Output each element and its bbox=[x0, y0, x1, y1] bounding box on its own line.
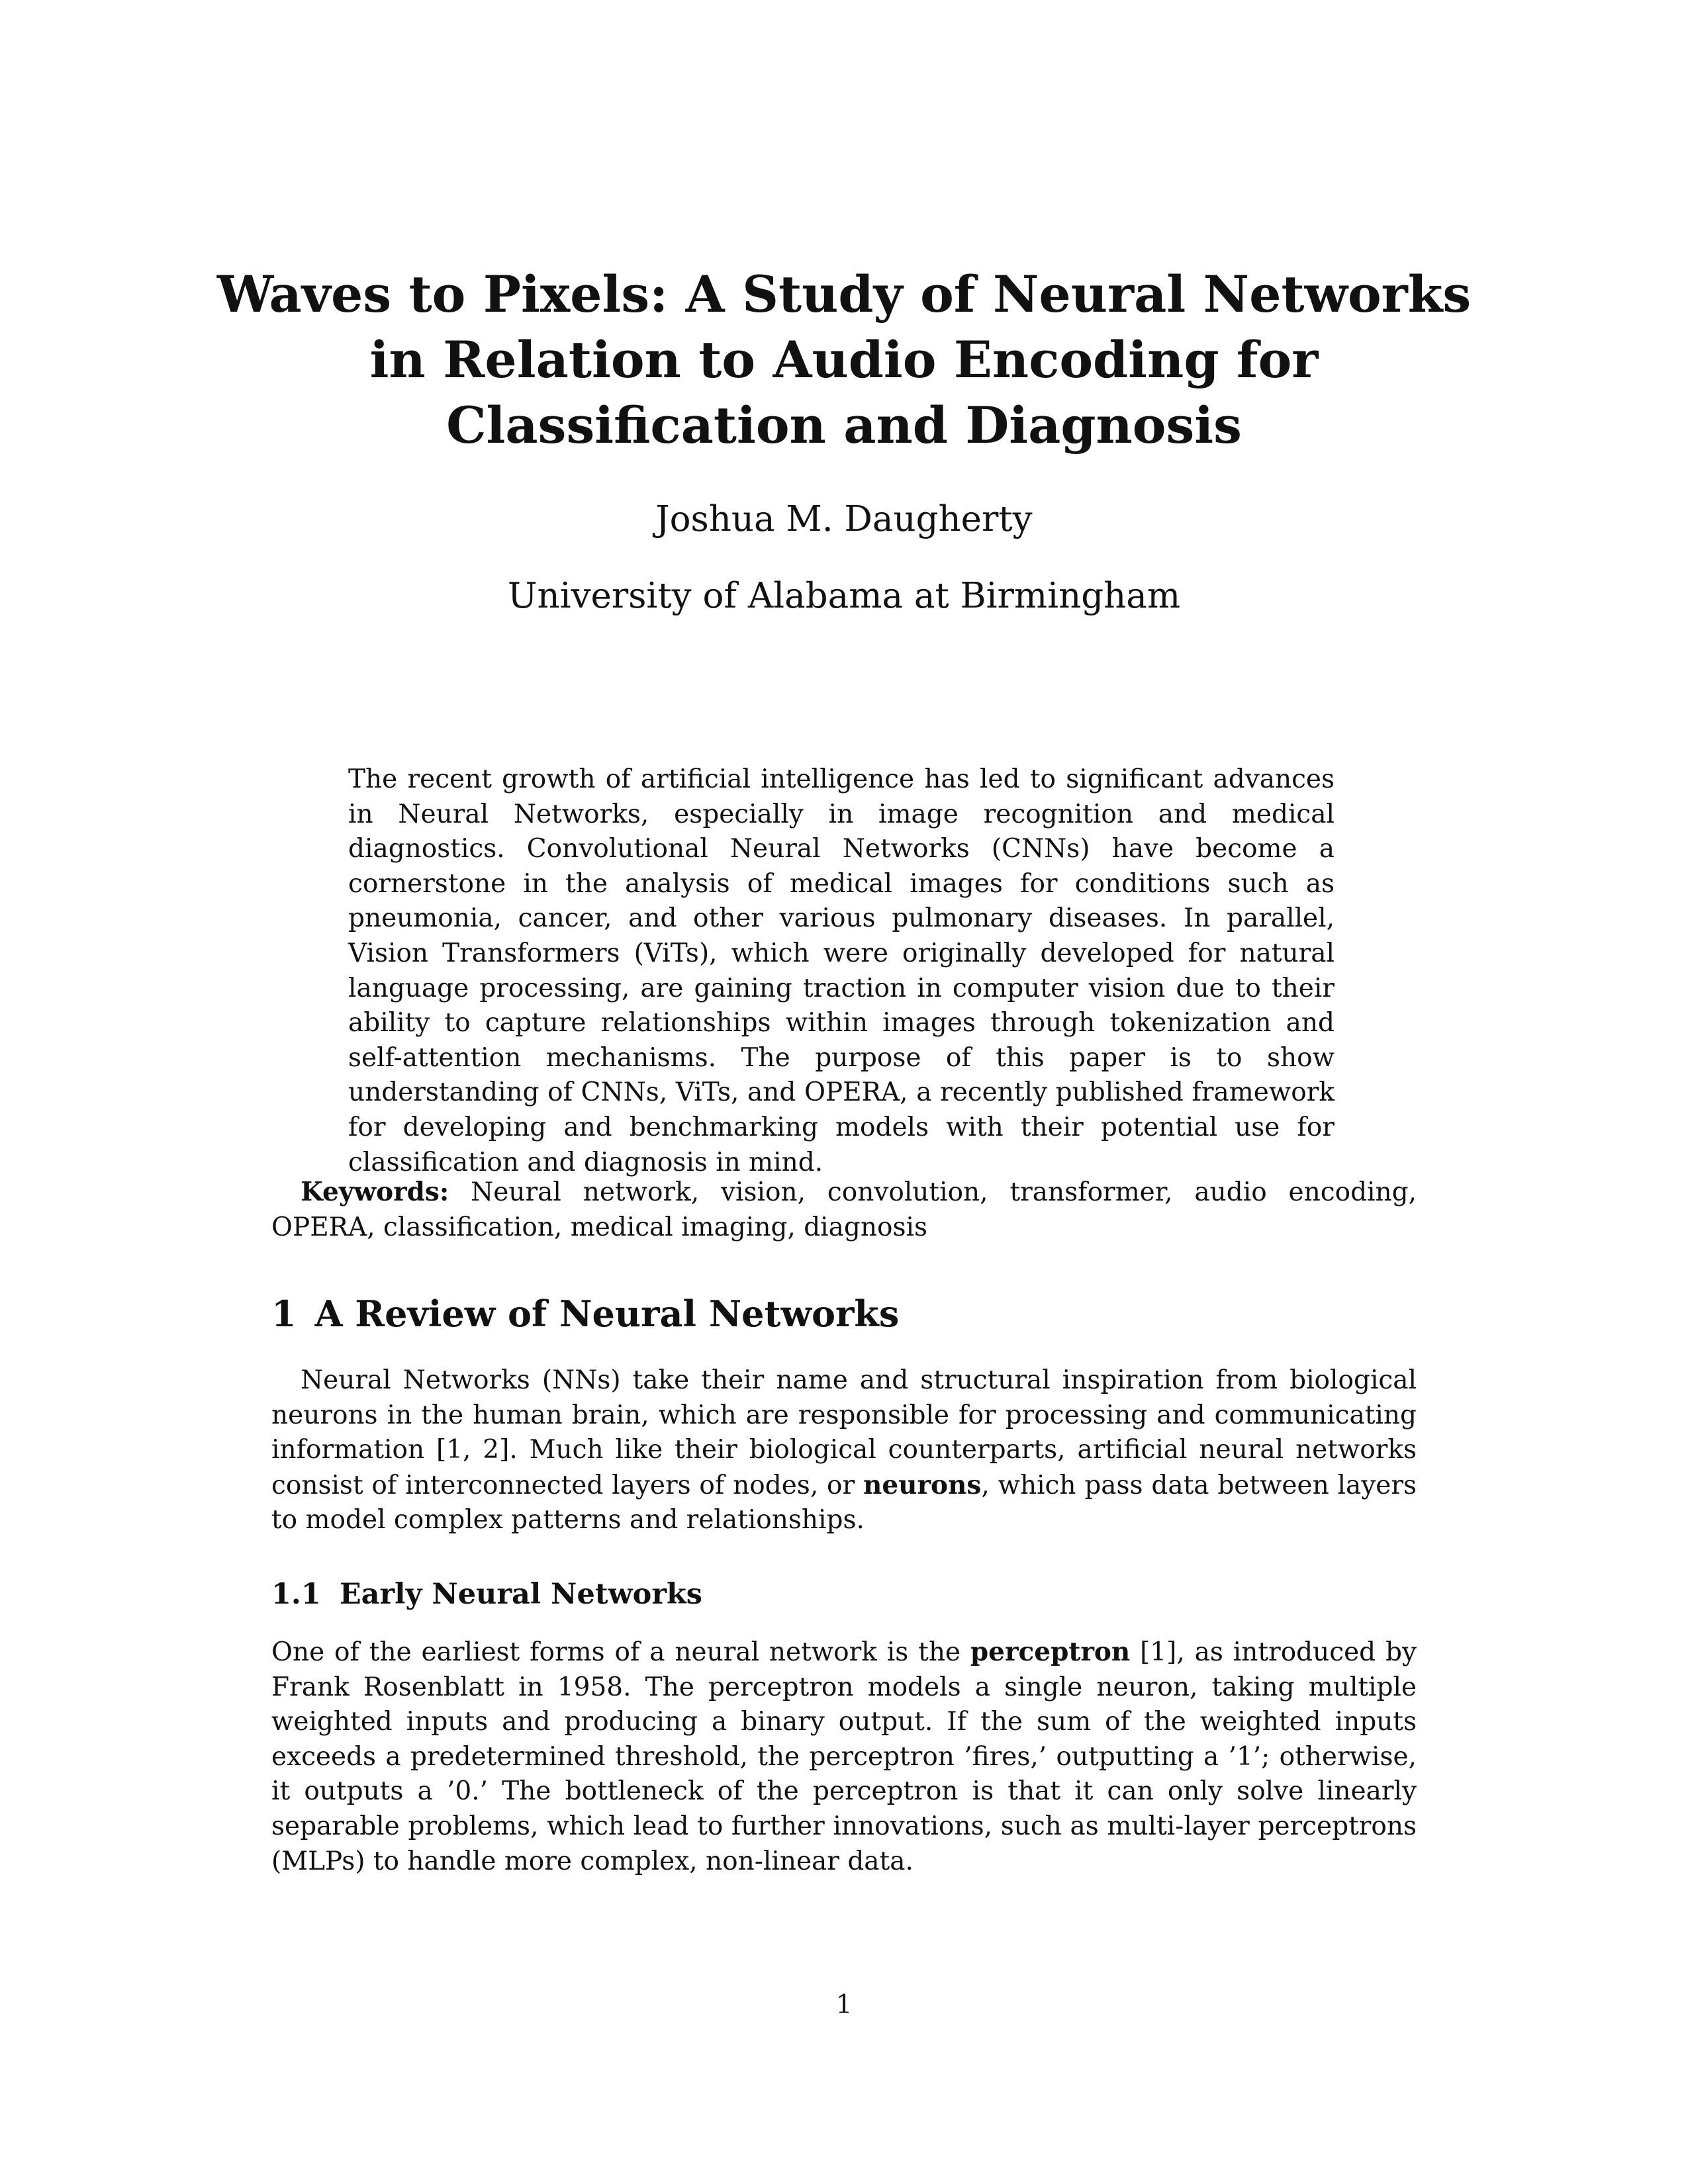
section-1-text-part1: Neural Networks (NNs) take their name and structural inspiration from biological neurons in the human brain, which are responsible for processing and communicating information [1, 2]. Much like their biological counterparts, artificial neural networks consist of interconnected layers of nodes, or bbox=[271, 1365, 1417, 1500]
section-1-number: 1 bbox=[271, 1293, 297, 1335]
author-affiliation: University of Alabama at Birmingham bbox=[507, 576, 1181, 616]
subsection-1-1-heading bbox=[271, 1575, 1417, 1614]
keywords-line bbox=[271, 1175, 1417, 1245]
section-1-paragraph bbox=[271, 1363, 1417, 1538]
keywords-text: Neural network, vision, convolution, transformer, audio encoding, OPERA, classification, medical imaging, diagnosis bbox=[271, 1177, 1417, 1242]
page-number: 1 bbox=[835, 1990, 853, 2020]
abstract-text: The recent growth of artificial intelligence has led to significant advances in Neural Networks, especially in image recognition and medical diagnostics. Convolutional Neural Networks (CNNs) have become a cornerstone in the analysis of medical images for conditions such as pneumonia, cancer, and other various pulmonary diseases. In parallel, Vision Transformers (ViTs), which were originally developed for natural language processing, are gaining traction in computer vision due to their ability to capture relationships within images through tokenization and self-attention mechanisms. The purpose of this paper is to show understanding of CNNs, ViTs, and OPERA, a recently published framework for developing and benchmarking models with their potential use for classification and diagnosis in mind. bbox=[348, 764, 1335, 1177]
section-1-text-part2: , which pass data between layers to model complex patterns and relationships. bbox=[271, 1470, 1417, 1535]
subsection-1-1-title: Early Neural Networks bbox=[339, 1578, 703, 1611]
subsection-1-1-text-part1: One of the earliest forms of a neural network is the bbox=[271, 1637, 961, 1667]
paper-title: Waves to Pixels: A Study of Neural Networks in Relation to Audio Encoding for Classification and Diagnosis bbox=[216, 265, 1472, 455]
subsection-1-1-text-part2: [1], as introduced by Frank Rosenblatt in 1958. The perceptron models a single neuron, taking multiple weighted inputs and producing a binary output. If the sum of the weighted inputs exceeds a predetermined threshold, the perceptron ’fires,’ outputting a ’1’; otherwise, it outputs a ’0.’ The bottleneck of the perceptron is that it can only solve linearly separable problems, which lead to further innovations, such as multi-layer perceptrons (MLPs) to handle more complex, non-linear data. bbox=[271, 1637, 1417, 1876]
section-1-title: A Review of Neural Networks bbox=[314, 1293, 900, 1335]
term-perceptron: perceptron bbox=[970, 1637, 1131, 1667]
term-neurons: neurons bbox=[863, 1469, 982, 1500]
subsection-1-1-paragraph bbox=[271, 1635, 1417, 1879]
subsection-1-1-number: 1.1 bbox=[271, 1578, 321, 1611]
author-name: Joshua M. Daugherty bbox=[655, 499, 1033, 539]
keywords-label: Keywords: bbox=[301, 1177, 449, 1207]
section-1-heading bbox=[271, 1291, 1417, 1337]
